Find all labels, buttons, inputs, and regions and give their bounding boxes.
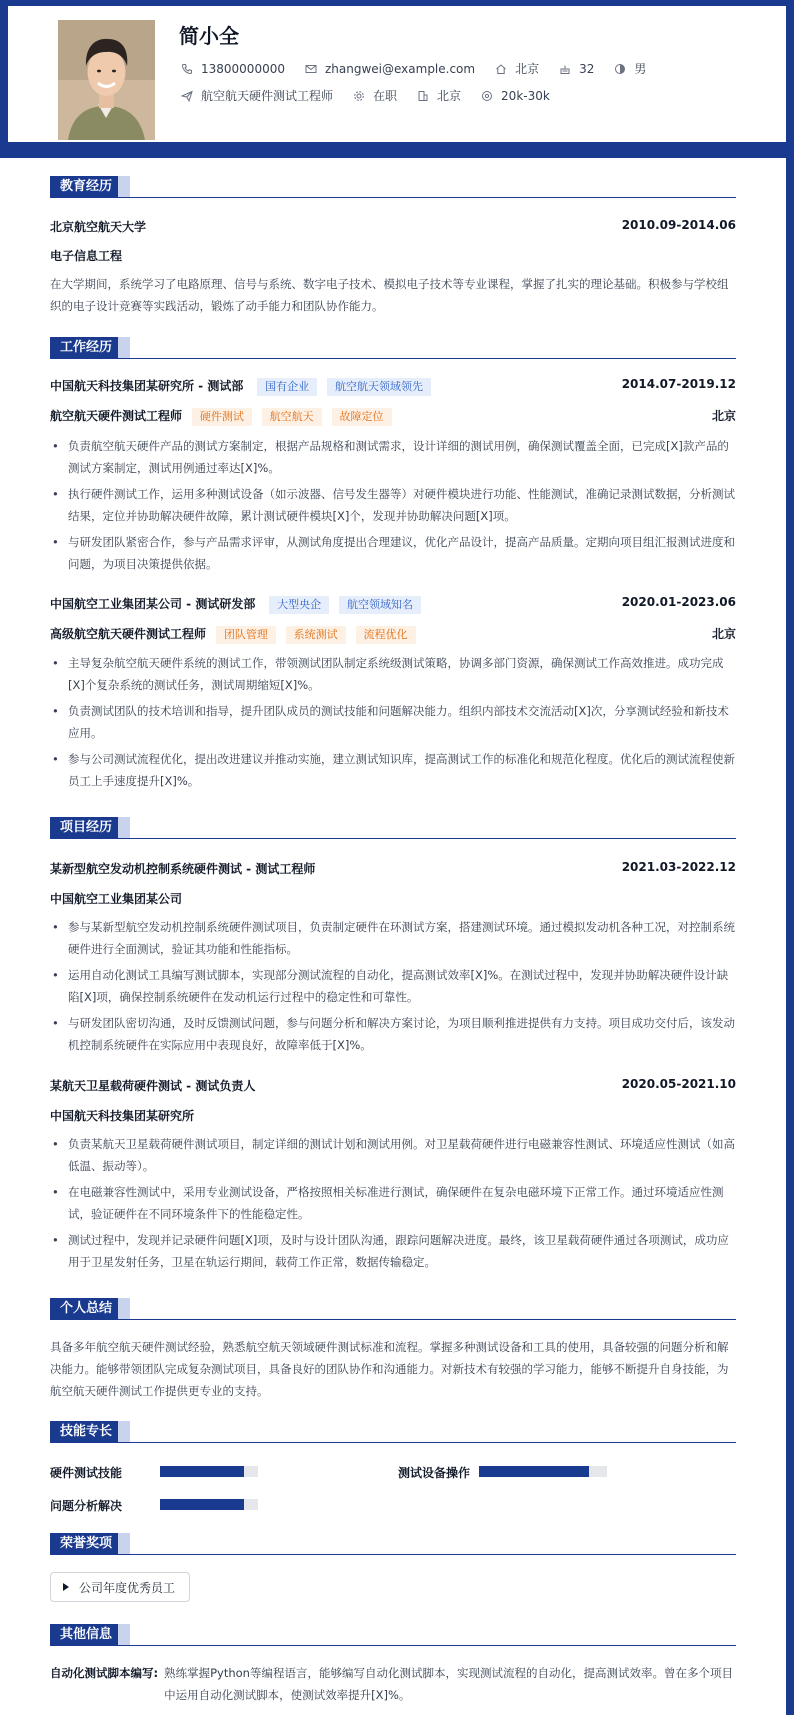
work-section-header	[50, 337, 736, 359]
city-text: 北京	[515, 62, 540, 76]
education-school: 北京航空航天大学	[50, 220, 147, 234]
section-tail	[118, 1624, 130, 1645]
skill-bar	[160, 1466, 258, 1477]
projects-section-header	[50, 817, 736, 839]
list-item: • 运用自动化测试工具编写测试脚本，实现部分测试流程的自动化，提高测试效率[X]%。在测试过程中，发现并协助解决硬件设计缺陷[X]项，确保控制系统硬件在发动机运行过程中的稳定性和可靠性。	[50, 964, 736, 1008]
job-1-title-row	[50, 407, 736, 426]
skill-bar-fill	[160, 1466, 244, 1477]
header-frame-bottom	[0, 142, 794, 158]
other-info-text: 熟练掌握Python等编程语言，能够编写自动化测试脚本，实现测试流程的自动化，提高测试效率。曾在多个项目中运用自动化测试脚本，使测试效率提升[X]%。	[164, 1666, 733, 1702]
job-2-title-tag: 流程优化	[356, 626, 416, 644]
project-1-row	[50, 860, 736, 877]
education-section-title: 教育经历	[50, 176, 122, 197]
list-item: • 主导复杂航空航天硬件系统的测试工作，带领测试团队制定系统级测试策略，协调多部门资源，确保测试工作高效推进。成功完成[X]个复杂系统的测试任务，测试周期缩短[X]%。	[50, 652, 736, 696]
project-1-bullets	[50, 916, 736, 1060]
cake-icon	[559, 63, 571, 75]
summary-text: 具备多年航空航天硬件测试经验，熟悉航空航天领域硬件测试标准和流程。掌握多种测试设备和工具的使用，具备较强的问题分析和解决能力。能够带领团队完成复杂测试项目，具备良好的团队协作和沟通能力。对新技术有较强的学习能力，能够不断提升自身技能，为航空航天硬件测试工作提供更专业的支持。	[50, 1340, 729, 1398]
list-item: • 参与公司测试流程优化，提出改进建议并推动实施，建立测试知识库，提高测试工作的标准化和规范化程度。优化后的测试流程使新员工上手速度提升[X]%。	[50, 748, 736, 792]
job-2-title-tag: 系统测试	[286, 626, 346, 644]
gender-icon	[614, 63, 626, 75]
candidate-name: 简小全	[179, 24, 239, 48]
award-item	[50, 1572, 190, 1602]
section-tail	[118, 817, 130, 838]
education-section-header	[50, 176, 736, 198]
position-item	[181, 87, 333, 104]
section-tail	[118, 337, 130, 358]
section-tail	[118, 176, 130, 197]
avatar	[58, 20, 155, 140]
job-2-title-row	[50, 625, 736, 644]
age-text: 32	[579, 61, 595, 76]
project-1-period: 2021.03-2022.12	[621, 860, 736, 874]
project-1-org-row	[50, 890, 736, 907]
email-item	[305, 62, 475, 76]
building-icon	[417, 90, 429, 102]
phone-icon	[181, 63, 193, 75]
skill-bar-fill	[479, 1466, 589, 1477]
project-2-row	[50, 1077, 736, 1094]
job-1-company-row	[50, 377, 736, 396]
header-frame-left	[0, 0, 8, 150]
job-2-company-tag: 航空领域知名	[339, 596, 421, 614]
gender-text: 男	[634, 62, 647, 76]
job-2-period: 2020.01-2023.06	[621, 595, 736, 609]
section-tail	[118, 1533, 130, 1554]
education-description: 在大学期间，系统学习了电路原理、信号与系统、数字电子技术、模拟电子技术等专业课程，掌握了扎实的理论基础。积极参与学校组织的电子设计竞赛等实践活动，锻炼了动手能力和团队协作能力。	[50, 277, 729, 313]
gear-icon	[353, 90, 365, 102]
list-item: • 负责测试团队的技术培训和指导，提升团队成员的测试技能和问题解决能力。组织内部技术交流活动[X]次，分享测试经验和新技术应用。	[50, 700, 736, 744]
skill-bar	[160, 1499, 258, 1510]
job-intent-row	[181, 87, 570, 104]
send-icon	[181, 90, 193, 102]
job-1-company-tag: 国有企业	[257, 378, 317, 396]
job-2-bullets	[50, 652, 736, 796]
summary-section-title: 个人总结	[50, 1298, 122, 1319]
salary-item	[481, 89, 550, 103]
home-icon	[495, 63, 507, 75]
job-1-location: 北京	[711, 409, 736, 423]
list-item: • 负责航空航天硬件产品的测试方案制定，根据产品规格和测试需求，设计详细的测试用例，确保测试覆盖全面，已完成[X]款产品的测试方案制定，测试用例通过率达[X]%。	[50, 435, 736, 479]
job-1-period: 2014.07-2019.12	[621, 377, 736, 391]
job-1-company: 中国航天科技集团某研究所 - 测试部	[50, 379, 244, 393]
list-item: • 负责某航天卫星载荷硬件测试项目，制定详细的测试计划和测试用例。对卫星载荷硬件进行电磁兼容性测试、环境适应性测试（如高低温、振动等）。	[50, 1133, 736, 1177]
target-city-item	[417, 87, 461, 104]
coin-icon	[481, 90, 493, 102]
job-2-title-tag: 团队管理	[216, 626, 276, 644]
phone-text: 13800000000	[201, 61, 285, 76]
skill-bar-fill	[160, 1499, 244, 1510]
age-item	[559, 62, 594, 76]
education-major: 电子信息工程	[50, 249, 123, 263]
job-1-bullets	[50, 435, 736, 579]
job-2-company-row	[50, 595, 736, 614]
projects-section-title: 项目经历	[50, 817, 122, 838]
salary-text: 20k-30k	[501, 88, 550, 103]
other-section-header	[50, 1624, 736, 1646]
skill-name: 问题分析解决	[50, 1499, 123, 1513]
project-1-name: 某新型航空发动机控制系统硬件测试 - 测试工程师	[50, 862, 316, 876]
job-2-location: 北京	[711, 627, 736, 641]
summary-section-header	[50, 1298, 736, 1320]
list-item: • 与研发团队密切沟通，及时反馈测试问题，参与问题分析和解决方案讨论，为项目顺利推进提供有力支持。项目成功交付后，该发动机控制系统硬件在实际应用中表现良好，故障率低于[X]%。	[50, 1012, 736, 1056]
status-text: 在职	[373, 89, 398, 103]
awards-section-header	[50, 1533, 736, 1555]
project-2-period: 2020.05-2021.10	[621, 1077, 736, 1091]
project-2-name: 某航天卫星载荷硬件测试 - 测试负责人	[50, 1079, 256, 1093]
section-tail	[118, 1421, 130, 1442]
other-info-row	[50, 1662, 736, 1706]
header-frame-top	[0, 0, 794, 6]
email-icon	[305, 63, 317, 75]
skills-section-header	[50, 1421, 736, 1443]
list-item: • 与研发团队紧密合作，参与产品需求评审，从测试角度提出合理建议，优化产品设计，提高产品质量。定期向项目组汇报测试进度和问题，为项目决策提供依据。	[50, 531, 736, 575]
education-school-row	[50, 218, 736, 235]
education-major-row	[50, 247, 736, 264]
phone-item	[181, 62, 285, 76]
skills-section-title: 技能专长	[50, 1421, 122, 1442]
gender-item	[614, 60, 646, 77]
job-2-company: 中国航空工业集团某公司 - 测试研发部	[50, 597, 256, 611]
job-1-title-tag: 航空航天	[262, 408, 322, 426]
status-item	[353, 87, 397, 104]
skill-bar	[479, 1466, 607, 1477]
skill-name: 硬件测试技能	[50, 1466, 123, 1480]
play-icon	[63, 1583, 69, 1591]
list-item: • 参与某新型航空发动机控制系统硬件测试项目，负责制定硬件在环测试方案，搭建测试环境。通过模拟发动机各种工况，对控制系统硬件进行全面测试，验证其功能和性能指标。	[50, 916, 736, 960]
job-1-title-tag: 故障定位	[332, 408, 392, 426]
target-city-text: 北京	[437, 89, 462, 103]
other-section-title: 其他信息	[50, 1624, 122, 1645]
city-item	[495, 60, 539, 77]
skill-name: 测试设备操作	[398, 1466, 471, 1480]
email-text: zhangwei@example.com	[324, 61, 476, 76]
awards-section-title: 荣誉奖项	[50, 1533, 122, 1554]
list-item: • 在电磁兼容性测试中，采用专业测试设备，严格按照相关标准进行测试，确保硬件在复杂电磁环境下正常工作。通过环境适应性测试，验证硬件在不同环境条件下的性能稳定性。	[50, 1181, 736, 1225]
project-1-org: 中国航空工业集团某公司	[50, 892, 183, 906]
other-info-label: 自动化测试脚本编写:	[50, 1666, 159, 1680]
project-2-bullets	[50, 1133, 736, 1277]
project-2-org: 中国航天科技集团某研究所	[50, 1109, 195, 1123]
job-2-company-tag: 大型央企	[269, 596, 329, 614]
award-label: 公司年度优秀员工	[79, 1580, 176, 1595]
page-frame-right	[786, 0, 794, 1715]
contact-row	[181, 60, 666, 77]
job-1-title: 航空航天硬件测试工程师	[50, 409, 183, 423]
work-section-title: 工作经历	[50, 337, 122, 358]
section-tail	[118, 1298, 130, 1319]
list-item: • 测试过程中，发现并记录硬件问题[X]项，及时与设计团队沟通，跟踪问题解决进度。最终，该卫星载荷硬件通过各项测试，成功应用于卫星发射任务，卫星在轨运行期间，载荷工作正常，数据传输稳定。	[50, 1229, 736, 1273]
project-2-org-row	[50, 1107, 736, 1124]
list-item: • 执行硬件测试工作，运用多种测试设备（如示波器、信号发生器等）对硬件模块进行功能、性能测试，准确记录测试数据，分析测试结果，定位并协助解决硬件故障，累计测试硬件模块[X]个，发现并协助解决问题[X]项。	[50, 483, 736, 527]
job-1-title-tag: 硬件测试	[192, 408, 252, 426]
job-1-company-tag: 航空航天领域领先	[327, 378, 431, 396]
job-2-title: 高级航空航天硬件测试工程师	[50, 627, 207, 641]
education-period: 2010.09-2014.06	[621, 218, 736, 232]
position-text: 航空航天硬件测试工程师	[201, 89, 334, 103]
